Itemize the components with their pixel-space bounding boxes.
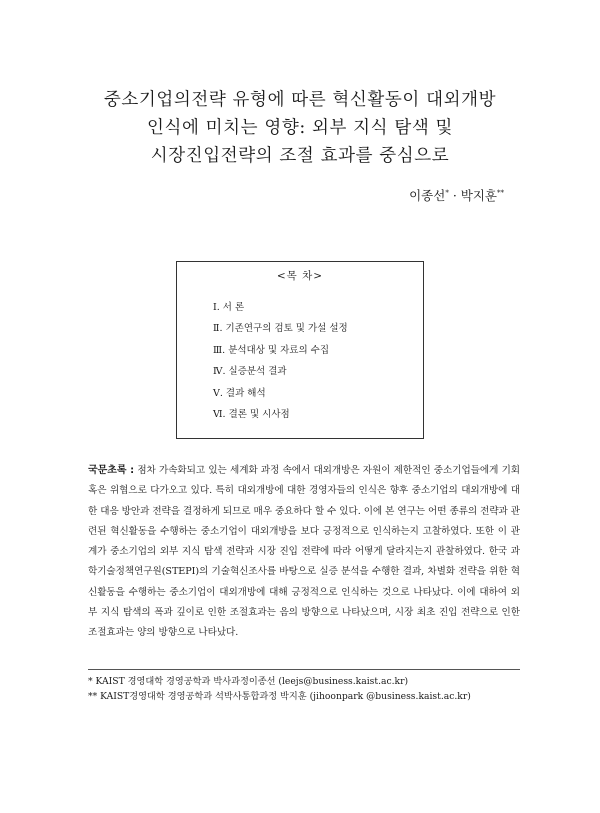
author-line (409, 186, 504, 204)
paper-title (40, 86, 560, 170)
author-mark-1: * (445, 189, 449, 197)
toc-list (213, 297, 348, 425)
toc-item: Ⅳ. 실증분석 결과 (213, 366, 287, 378)
abstract-text: 점차 가속화되고 있는 세계화 과정 속에서 대외개방은 자원이 제한적인 중소기업들에게 기회 혹은 위협으로 다가오고 있다. 특히 대외개방에 대한 경영자들의 인식은 향후 중소기업의 대외개방에 대한 대응 방안과 전략을 결정하게 되므로 매우 중요하다 할 수 있다. 이에 본 연구는 어떤 종류의 전략과 관련된 혁신활동을 수행하는 중소기업이 대외개방을 보다 긍정적으로 인식하는지 고찰하였다. 또한 이 관계가 중소기업의 외부 지식 탐색 전략과 시장 진입 전략에 따라 어떻게 달라지는지 관찰하였다. 한국 과학기술정책연구원(STEPI)의 기술혁신조사를 바탕으로 실증 분석을 수행한 결과, 차별화 전략을 위한 혁신활동을 수행하는 중소기업이 대외개방에 대해 긍정적으로 인식하는 것으로 나타났다. 이에 대하여 외부 지식 탐색의 폭과 깊이로 인한 조절효과는 음의 방향으로 나타났으며, 시장 최초 진입 전략으로 인한 조절효과는 양의 방향으로 나타났다. (88, 465, 521, 639)
title-line-2: 인식에 미치는 영향: 외부 지식 탐색 및 (146, 118, 454, 138)
author-mark-2: ** (497, 189, 504, 197)
footnote-divider (88, 669, 520, 670)
author-name-2: 박지훈 (460, 188, 497, 203)
toc-item: Ⅵ. 결론 및 시사점 (213, 409, 290, 421)
footnotes (88, 674, 528, 704)
toc-item: Ⅱ. 기존연구의 검토 및 가설 설정 (213, 323, 348, 335)
toc-heading: <목 차> (276, 270, 324, 282)
toc-item: Ⅲ. 분석대상 및 자료의 수집 (213, 344, 330, 356)
abstract-label: 국문초록 : (88, 465, 135, 476)
author-name-1: 이종선 (409, 188, 446, 203)
toc-item: Ⅰ. 서 론 (213, 302, 245, 313)
footnote-2: ** KAIST경영대학 경영공학과 석박사통합과정 박지훈 (jihoonpark @business.kaist.ac.kr) (88, 691, 471, 702)
table-of-contents (176, 261, 424, 439)
korean-abstract (88, 461, 520, 644)
title-line-1: 중소기업의전략 유형에 따른 혁신활동이 대외개방 (103, 90, 497, 110)
author-separator: · (448, 188, 461, 203)
toc-item: Ⅴ. 결과 해석 (213, 387, 266, 399)
footnote-1: * KAIST 경영대학 경영공학과 박사과정이종선 (leejs@business.kaist.ac.kr) (88, 676, 409, 687)
title-line-3: 시장진입전략의 조절 효과를 중심으로 (150, 146, 450, 166)
